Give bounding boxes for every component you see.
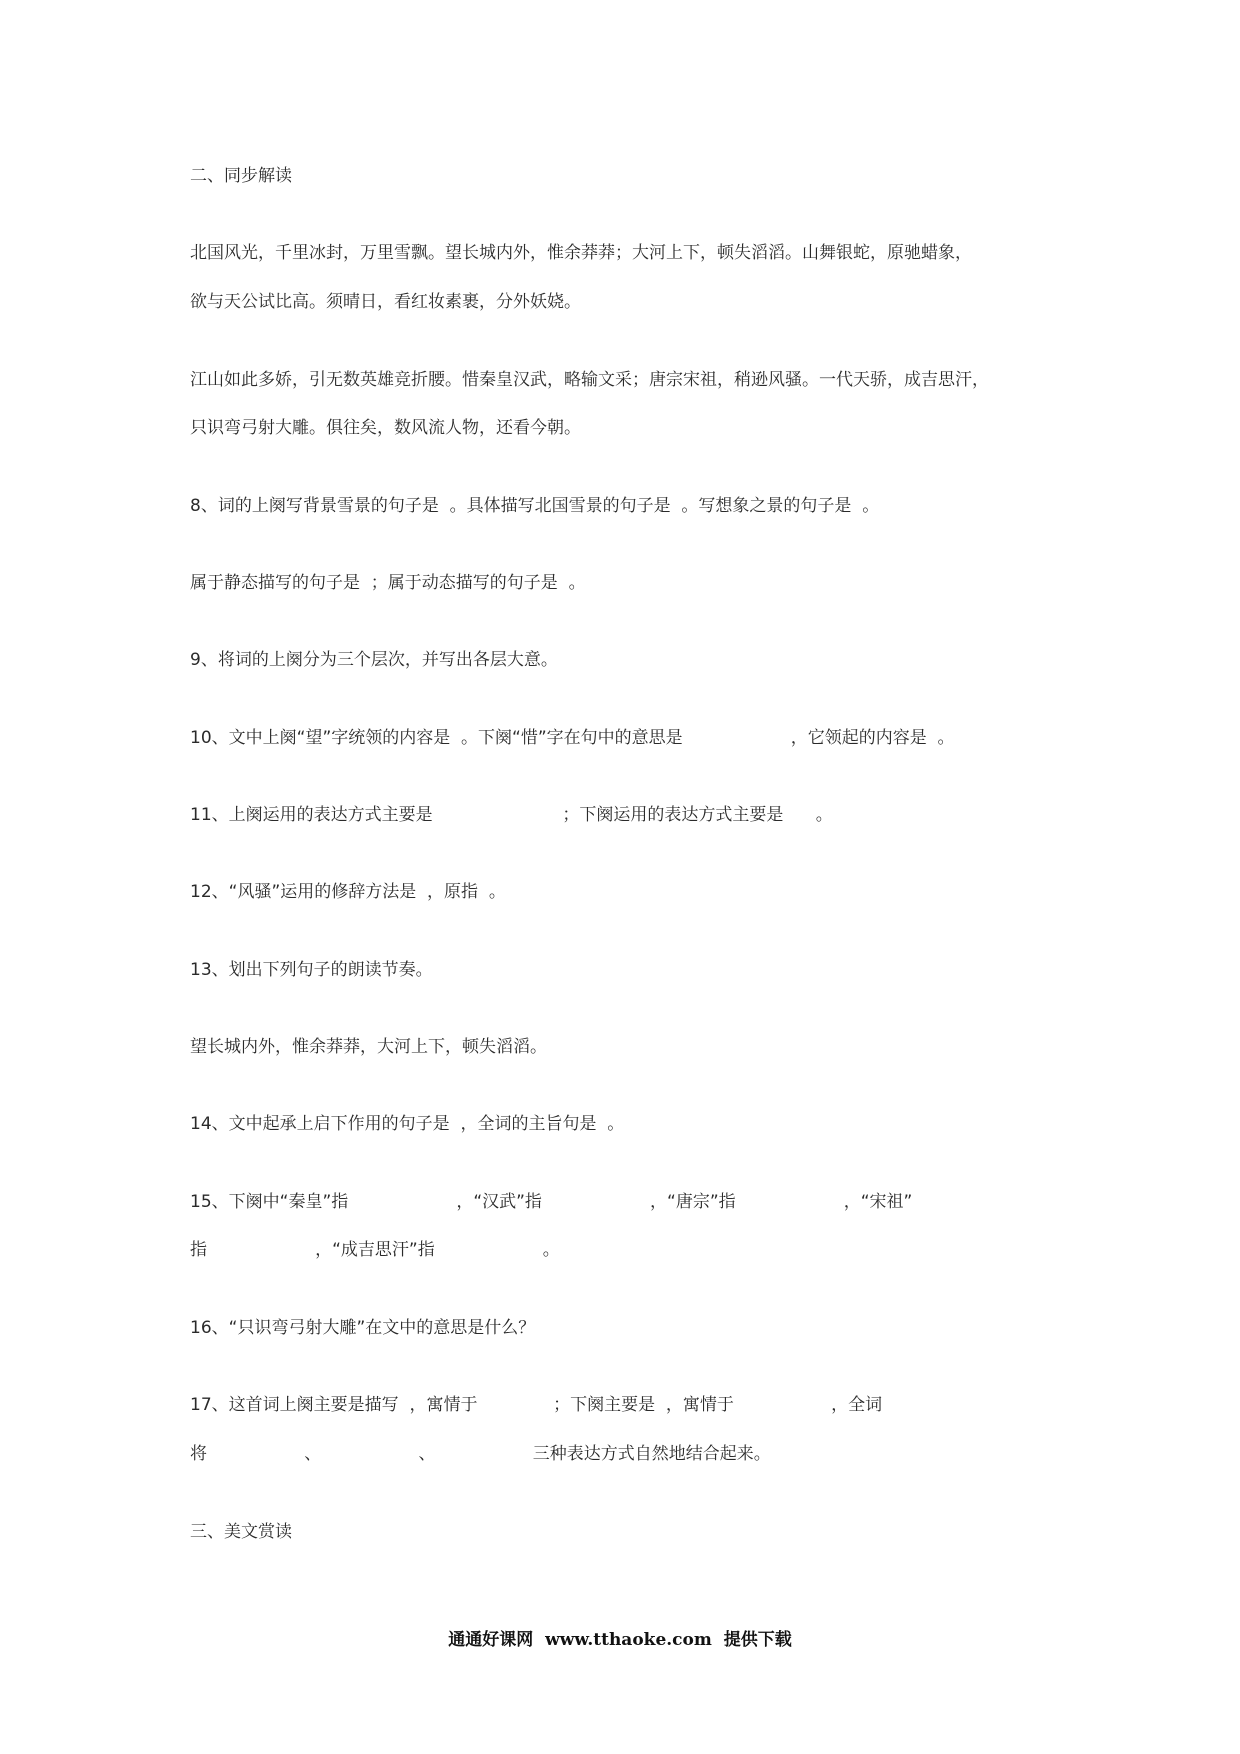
question-17-line-2: 将 、 、 三种表达方式自然地结合起来。 (190, 1444, 771, 1464)
page-footer: 通通好课网 www.tthaoke.com 提供下载 (448, 1630, 792, 1650)
question-8-line-2: 属于静态描写的句子是 ；属于动态描写的句子是 。 (190, 573, 586, 593)
question-8-line-1: 8、词的上阕写背景雪景的句子是 。具体描写北国雪景的句子是 。写想象之景的句子是 。 (190, 496, 880, 516)
section-2-heading: 二、同步解读 (190, 166, 292, 186)
section-3-heading: 三、美文赏读 (190, 1522, 292, 1542)
question-11: 11、上阕运用的表达方式主要是 ；下阕运用的表达方式主要是 。 (190, 805, 833, 825)
question-13-text: 望长城内外，惟余莽莽，大河上下，顿失滔滔。 (190, 1037, 547, 1057)
question-9: 9、将词的上阕分为三个层次，并写出各层大意。 (190, 650, 558, 670)
question-16: 16、“只识弯弓射大雕”在文中的意思是什么？ (190, 1318, 536, 1338)
poem-stanza-1-line-2: 欲与天公试比高。须晴日，看红妆素裹，分外妖娆。 (190, 292, 581, 312)
question-12: 12、“风骚”运用的修辞方法是 ，原指 。 (190, 882, 506, 902)
poem-stanza-2-line-1: 江山如此多娇，引无数英雄竞折腰。惜秦皇汉武，略输文采；唐宗宋祖，稍逊风骚。一代天骄，成吉思汗， (190, 370, 989, 390)
question-17-line-1: 17、这首词上阕主要是描写 ，寓情于 ；下阕主要是 ，寓情于 ，全词 (190, 1395, 883, 1415)
poem-stanza-2-line-2: 只识弯弓射大雕。俱往矣，数风流人物，还看今朝。 (190, 418, 581, 438)
question-13: 13、划出下列句子的朗读节奏。 (190, 960, 433, 980)
question-15-line-2: 指 ，“成吉思汗”指 。 (190, 1240, 560, 1260)
question-15-line-1: 15、下阕中“秦皇”指 ，“汉武”指 ，“唐宗”指 ，“宋祖” (190, 1192, 913, 1212)
question-14: 14、文中起承上启下作用的句子是 ，全词的主旨句是 。 (190, 1114, 625, 1134)
question-10: 10、文中上阕“望”字统领的内容是 。下阕“惜”字在句中的意思是 ，它领起的内容是 。 (190, 728, 955, 748)
poem-stanza-1-line-1: 北国风光，千里冰封，万里雪飘。望长城内外，惟余莽莽；大河上下，顿失滔滔。山舞银蛇，原驰蜡象， (190, 243, 972, 263)
